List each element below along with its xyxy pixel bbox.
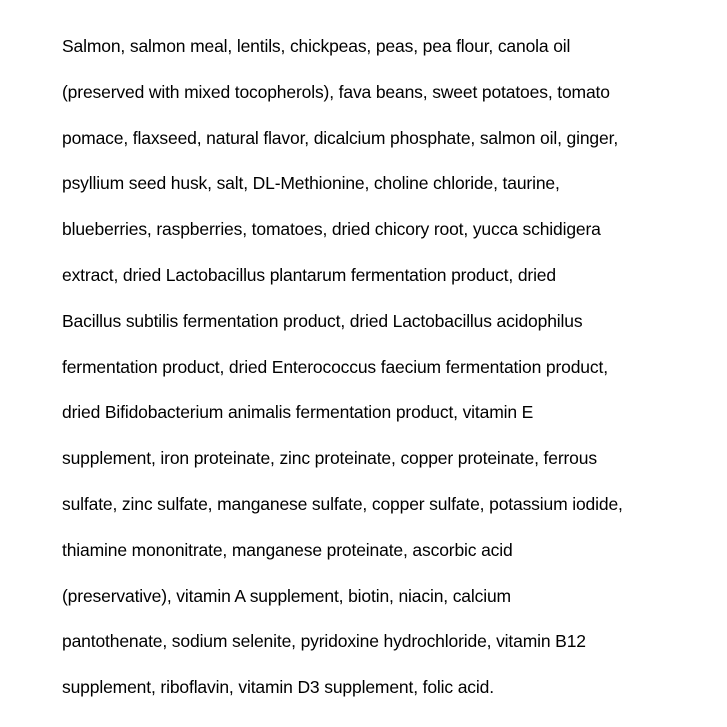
text-line: Bacillus subtilis fermentation product, dried Lactobacillus acidophilus [62, 310, 583, 331]
text-line: pantothenate, sodium selenite, pyridoxine hydrochloride, vitamin B12 [62, 631, 586, 652]
text-line: dried Bifidobacterium animalis fermentation product, vitamin E [62, 402, 534, 423]
text-line: psyllium seed husk, salt, DL-Methionine, choline chloride, taurine, [62, 173, 560, 194]
text-line: pomace, flaxseed, natural flavor, dicalcium phosphate, salmon oil, ginger, [62, 127, 619, 148]
text-line: Salmon, salmon meal, lentils, chickpeas, peas, pea flour, canola oil [62, 36, 571, 56]
text-line: (preservative), vitamin A supplement, biotin, niacin, calcium [62, 585, 511, 606]
text-line: extract, dried Lactobacillus plantarum fermentation product, dried [62, 264, 556, 285]
text-line: supplement, riboflavin, vitamin D3 supplement, folic acid. [62, 677, 494, 698]
text-line: fermentation product, dried Enterococcus faecium fermentation product, [62, 356, 608, 377]
text-line: sulfate, zinc sulfate, manganese sulfate, copper sulfate, potassium iodide, [62, 493, 623, 514]
text-line: (preserved with mixed tocopherols), fava beans, sweet potatoes, tomato [62, 81, 610, 102]
text-line: thiamine mononitrate, manganese proteinate, ascorbic acid [62, 539, 513, 560]
text-line: supplement, iron proteinate, zinc proteinate, copper proteinate, ferrous [62, 448, 597, 469]
text-line: blueberries, raspberries, tomatoes, dried chicory root, yucca schidigera [62, 219, 601, 240]
ingredients-paragraph [62, 24, 623, 711]
